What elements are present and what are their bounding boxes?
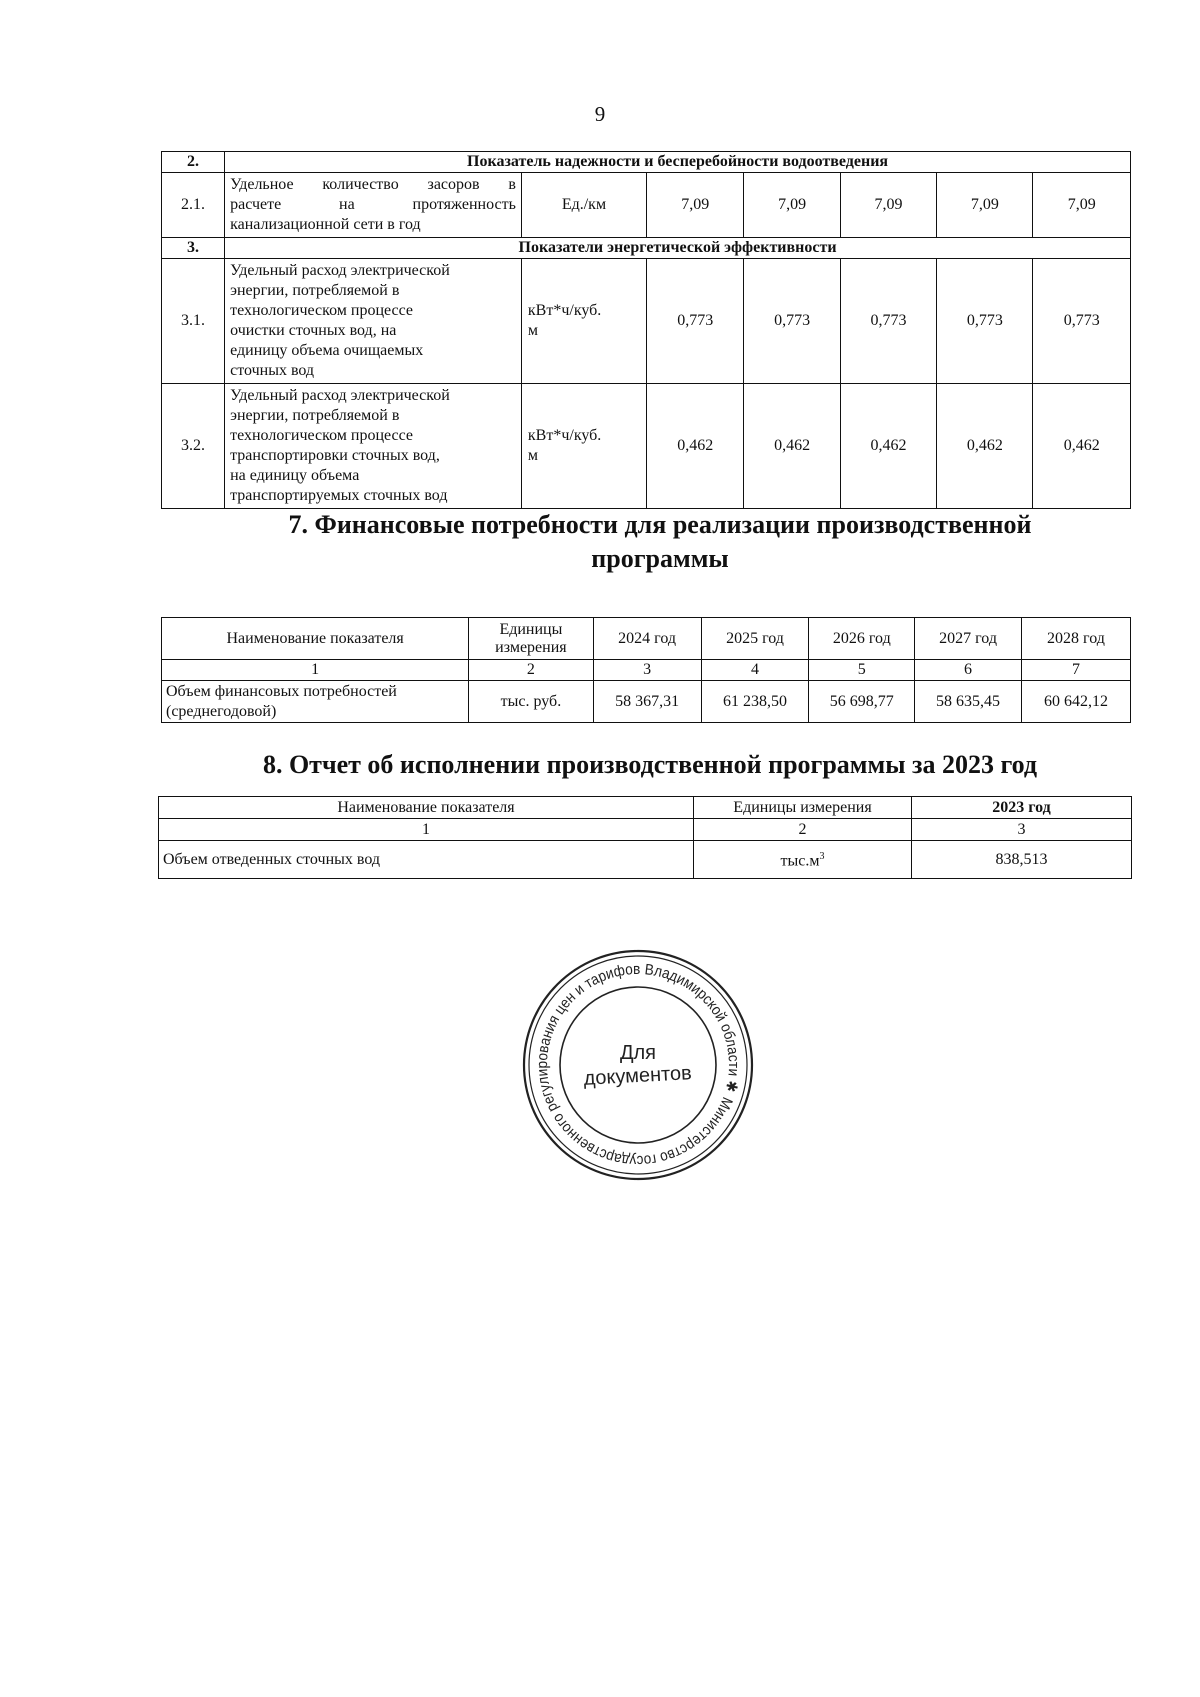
value-cell: 7,09 xyxy=(1033,173,1131,238)
unit-cell xyxy=(521,384,646,509)
section7-heading-line2: программы xyxy=(591,544,729,573)
official-stamp xyxy=(520,947,756,1183)
value-cell: 838,513 xyxy=(912,841,1132,879)
section-title: Показатель надежности и бесперебойности водоотведения xyxy=(225,152,1131,173)
value-cell: 0,773 xyxy=(937,259,1033,384)
value-cell: 7,09 xyxy=(937,173,1033,238)
unit-cell: тыс. руб. xyxy=(469,681,593,723)
row-number: 2.1. xyxy=(162,173,225,238)
value-cell: 60 642,12 xyxy=(1021,681,1130,723)
col-number: 3 xyxy=(912,819,1132,841)
column-number-row xyxy=(162,660,1131,681)
header-cell: 2028 год xyxy=(1021,618,1130,660)
column-number-row xyxy=(159,819,1132,841)
indicator-name-line: на единицу объема xyxy=(230,467,360,484)
indicator-name-line: очистки сточных вод, на xyxy=(230,322,397,339)
col-number: 2 xyxy=(694,819,912,841)
section8-heading: 8. Отчет об исполнении производственной программы за 2023 год xyxy=(262,750,1038,779)
indicator-name xyxy=(225,173,522,238)
header-cell: 2024 год xyxy=(593,618,701,660)
unit-cell xyxy=(694,841,912,879)
header-cell: Наименование показателя xyxy=(159,797,694,819)
section-number: 3. xyxy=(162,238,225,259)
indicator-name-line: Удельный расход электрической xyxy=(230,262,450,279)
value-cell: 0,462 xyxy=(840,384,936,509)
col-number: 3 xyxy=(593,660,701,681)
value-cell: 61 238,50 xyxy=(701,681,809,723)
indicator-name-line: Удельное количество засоров в xyxy=(230,176,516,193)
indicator-name-line: технологическом процессе xyxy=(230,427,414,444)
value-cell: 58 367,31 xyxy=(593,681,701,723)
indicator-name-line: Объем финансовых потребностей xyxy=(166,682,397,700)
section7-heading xyxy=(250,508,1070,576)
unit-cell xyxy=(521,173,646,238)
value-cell: 0,462 xyxy=(937,384,1033,509)
value-cell: 0,462 xyxy=(647,384,744,509)
value-cell: 56 698,77 xyxy=(809,681,915,723)
indicator-name: Объем отведенных сточных вод xyxy=(159,841,694,879)
col-number: 6 xyxy=(915,660,1022,681)
indicator-name-line: Удельный расход электрической xyxy=(230,387,450,404)
value-cell: 0,773 xyxy=(1033,259,1131,384)
header-cell: 2026 год xyxy=(809,618,915,660)
indicators-table xyxy=(161,151,1131,509)
indicator-name-line: энергии, потребляемой в xyxy=(230,282,400,299)
col-number: 7 xyxy=(1021,660,1130,681)
table-header-row xyxy=(162,618,1131,660)
unit-line: кВт*ч/куб. xyxy=(527,427,602,444)
table-row xyxy=(162,173,1131,238)
indicator-name xyxy=(162,681,469,723)
header-cell: Единицы измерения xyxy=(469,618,593,660)
indicator-name-line: транспортируемых сточных вод xyxy=(230,487,448,504)
value-cell: 0,773 xyxy=(744,259,840,384)
table-row xyxy=(162,384,1131,509)
col-number: 4 xyxy=(701,660,809,681)
indicator-name xyxy=(225,259,522,384)
stamp-center-line1: Для xyxy=(619,1042,657,1064)
indicator-name-line: единицу объема очищаемых xyxy=(230,342,424,359)
header-cell: Единицы измерения xyxy=(694,797,912,819)
indicator-name-line: технологическом процессе xyxy=(230,302,414,319)
stamp-center-line2: документов xyxy=(583,1062,693,1090)
indicator-name-line: расчете на протяженность xyxy=(230,196,516,213)
section7-heading-line1: 7. Финансовые потребности для реализации производственной xyxy=(288,510,1032,539)
table-header-row xyxy=(159,797,1132,819)
financial-needs-table xyxy=(161,617,1131,723)
value-cell: 7,09 xyxy=(744,173,840,238)
indicator-name-line: транспортировки сточных вод, xyxy=(230,447,440,464)
unit-line: м xyxy=(527,322,539,339)
value-cell: 0,462 xyxy=(1033,384,1131,509)
value-cell: 7,09 xyxy=(647,173,744,238)
value-cell: 58 635,45 xyxy=(915,681,1022,723)
unit-line: м xyxy=(527,447,539,464)
stamp-ring-text: Министерство государственного регулирования цен и тарифов Владимирской области ✱ xyxy=(533,960,743,1170)
section-row xyxy=(162,238,1131,259)
col-number: 5 xyxy=(809,660,915,681)
table-row xyxy=(162,681,1131,723)
value-cell: 7,09 xyxy=(840,173,936,238)
col-number: 2 xyxy=(469,660,593,681)
unit-line: Ед./км xyxy=(561,196,607,213)
header-cell: 2023 год xyxy=(912,797,1132,819)
unit-cell xyxy=(521,259,646,384)
unit-text: тыс.м xyxy=(780,852,820,870)
indicator-name-line: энергии, потребляемой в xyxy=(230,407,400,424)
table-row xyxy=(162,259,1131,384)
page-number: 9 xyxy=(594,102,606,126)
row-number: 3.1. xyxy=(162,259,225,384)
report-table xyxy=(158,796,1132,879)
header-cell: 2025 год xyxy=(701,618,809,660)
value-cell: 0,462 xyxy=(744,384,840,509)
col-number: 1 xyxy=(159,819,694,841)
value-cell: 0,773 xyxy=(647,259,744,384)
indicator-name-line: канализационной сети в год xyxy=(230,216,421,233)
section-row xyxy=(162,152,1131,173)
value-cell: 0,773 xyxy=(840,259,936,384)
indicator-name-line: сточных вод xyxy=(230,362,315,379)
indicator-name xyxy=(225,384,522,509)
table-row xyxy=(159,841,1132,879)
unit-superscript: 3 xyxy=(819,851,825,863)
unit-line: кВт*ч/куб. xyxy=(527,302,602,319)
header-cell: Наименование показателя xyxy=(162,618,469,660)
indicator-name-line: (среднегодовой) xyxy=(166,702,277,720)
row-number: 3.2. xyxy=(162,384,225,509)
section-number: 2. xyxy=(162,152,225,173)
header-cell: 2027 год xyxy=(915,618,1022,660)
section-title: Показатели энергетической эффективности xyxy=(225,238,1131,259)
col-number: 1 xyxy=(162,660,469,681)
